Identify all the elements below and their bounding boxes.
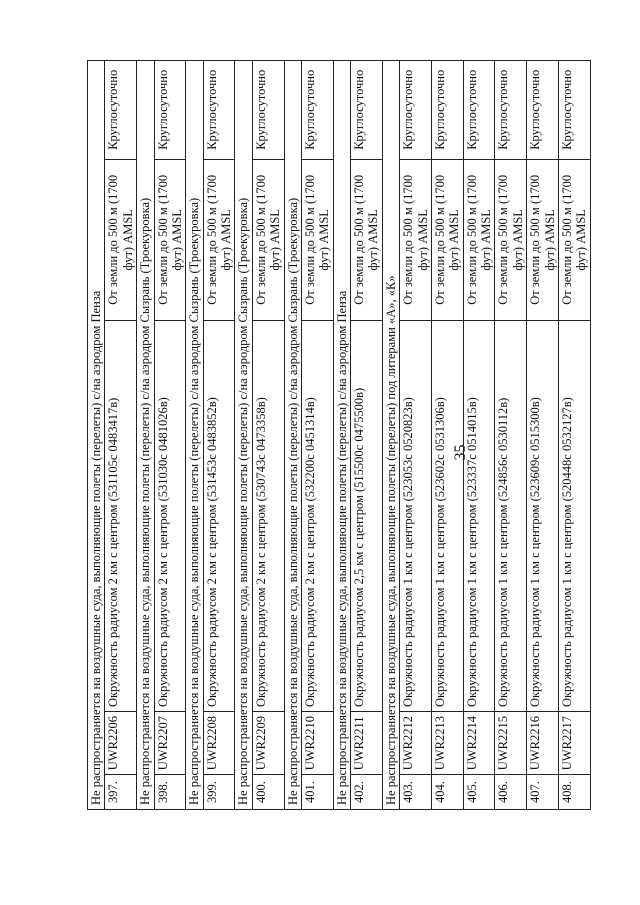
altitude-limits: От земли до 500 м (1700 фут) AMSL: [154, 159, 186, 321]
note-text: Не распространяется на воздушные суда, выполняющие полеты (перелеты) с/на аэродром Сызрань (Троекуровка): [186, 61, 203, 810]
note-text: Не распространяется на воздушные суда, выполняющие полеты (перелеты) с/на аэродром Сызрань (Троекуровка): [137, 61, 154, 810]
altitude-limits: От земли до 500 м (1700 фут) AMSL: [495, 159, 527, 321]
zone-description: Окружность радиусом 1 км с центром (523337с 0514015в): [463, 321, 495, 712]
table-row: [431, 61, 463, 810]
row-number: 401.: [301, 775, 333, 810]
altitude-limits: От земли до 500 м (1700 фут) AMSL: [252, 159, 284, 321]
row-number: 406.: [495, 775, 527, 810]
altitude-limits: От земли до 500 м (1700 фут) AMSL: [431, 159, 463, 321]
row-number: 405.: [463, 775, 495, 810]
operating-time: Круглосуточно: [400, 61, 432, 160]
table-row: [463, 61, 495, 810]
operating-time: Круглосуточно: [527, 61, 559, 160]
zone-description: Окружность радиусом 1 км с центром (523609с 0515300в): [527, 321, 559, 712]
zone-code: UWR2215: [495, 712, 527, 775]
zone-description: Окружность радиусом 1 км с центром (524856с 0530112в): [495, 321, 527, 712]
note-row: [88, 61, 105, 810]
altitude-limits: От земли до 500 м (1700 фут) AMSL: [527, 159, 559, 321]
row-number: 400.: [252, 775, 284, 810]
zone-description: Окружность радиусом 2 км с центром (531453с 0483852в): [203, 321, 235, 712]
zone-code: UWR2216: [527, 712, 559, 775]
row-number: 404.: [431, 775, 463, 810]
altitude-limits: От земли до 500 м (1700 фут) AMSL: [463, 159, 495, 321]
operating-time: Круглосуточно: [252, 61, 284, 160]
zone-code: UWR2208: [203, 712, 235, 775]
operating-time: Круглосуточно: [301, 61, 333, 160]
zone-description: Окружность радиусом 1 км с центром (520448с 0532127в): [558, 321, 590, 712]
note-text: Не распространяется на воздушные суда, выполняющие полеты (перелеты) с/на аэродром Сызрань (Троекуровка): [235, 61, 252, 810]
operating-time: Круглосуточно: [154, 61, 186, 160]
note-text: Не распространяется на воздушные суда, выполняющие полеты (перелеты) с/на аэродром Сызрань (Троекуровка): [284, 61, 301, 810]
operating-time: Круглосуточно: [558, 61, 590, 160]
table-row: [558, 61, 590, 810]
operating-time: Круглосуточно: [495, 61, 527, 160]
row-number: 408.: [558, 775, 590, 810]
table-row: [105, 61, 137, 810]
zone-code: UWR2212: [400, 712, 432, 775]
note-row: [333, 61, 350, 810]
row-number: 402.: [351, 775, 383, 810]
restricted-areas-table: [87, 60, 591, 810]
zone-description: Окружность радиусом 2 км с центром (531030с 0481026в): [154, 321, 186, 712]
row-number: 399.: [203, 775, 235, 810]
page-number: 35: [452, 444, 469, 461]
operating-time: Круглосуточно: [351, 61, 383, 160]
zone-code: UWR2206: [105, 712, 137, 775]
zone-code: UWR2207: [154, 712, 186, 775]
table-body: [88, 61, 591, 810]
row-number: 397.: [105, 775, 137, 810]
table-row: [400, 61, 432, 810]
row-number: 407.: [527, 775, 559, 810]
zone-description: Окружность радиусом 2,5 км с центром (515500с 0475500в): [351, 321, 383, 712]
zone-code: UWR2213: [431, 712, 463, 775]
operating-time: Круглосуточно: [431, 61, 463, 160]
table-row: [351, 61, 383, 810]
row-number: 398.: [154, 775, 186, 810]
zone-description: Окружность радиусом 2 км с центром (532200с 0451314в): [301, 321, 333, 712]
note-row: [235, 61, 252, 810]
note-row: [186, 61, 203, 810]
altitude-limits: От земли до 500 м (1700 фут) AMSL: [351, 159, 383, 321]
table-row: [301, 61, 333, 810]
altitude-limits: От земли до 500 м (1700 фут) AMSL: [400, 159, 432, 321]
note-row: [137, 61, 154, 810]
operating-time: Круглосуточно: [463, 61, 495, 160]
note-text: Не распространяется на воздушные суда, выполняющие полеты (перелеты) с/на аэродром Пенза: [333, 61, 350, 810]
altitude-limits: От земли до 500 м (1700 фут) AMSL: [301, 159, 333, 321]
table-row: [495, 61, 527, 810]
zone-code: UWR2211: [351, 712, 383, 775]
zone-code: UWR2217: [558, 712, 590, 775]
table-row: [527, 61, 559, 810]
note-text: Не распространяется на воздушные суда, выполняющие полеты (перелеты) с/на аэродром Пенза: [88, 61, 105, 810]
altitude-limits: От земли до 500 м (1700 фут) AMSL: [203, 159, 235, 321]
zone-description: Окружность радиусом 1 км с центром (523602с 0531306в): [431, 321, 463, 712]
note-text: Не распространяется на воздушные суда, выполняющие полеты (перелеты) под литерами «А», «К»: [382, 61, 399, 810]
table-row: [252, 61, 284, 810]
note-row: [382, 61, 399, 810]
altitude-limits: От земли до 500 м (1700 фут) AMSL: [558, 159, 590, 321]
note-row: [284, 61, 301, 810]
operating-time: Круглосуточно: [105, 61, 137, 160]
altitude-limits: От земли до 500 м (1700 фут) AMSL: [105, 159, 137, 321]
zone-description: Окружность радиусом 2 км с центром (530743с 0473358в): [252, 321, 284, 712]
zone-code: UWR2214: [463, 712, 495, 775]
zone-code: UWR2210: [301, 712, 333, 775]
table-row: [154, 61, 186, 810]
table-row: [203, 61, 235, 810]
zone-description: Окружность радиусом 2 км с центром (531105с 0483417в): [105, 321, 137, 712]
zone-code: UWR2209: [252, 712, 284, 775]
zone-description: Окружность радиусом 1 км с центром (523053с 0520823в): [400, 321, 432, 712]
row-number: 403.: [400, 775, 432, 810]
operating-time: Круглосуточно: [203, 61, 235, 160]
